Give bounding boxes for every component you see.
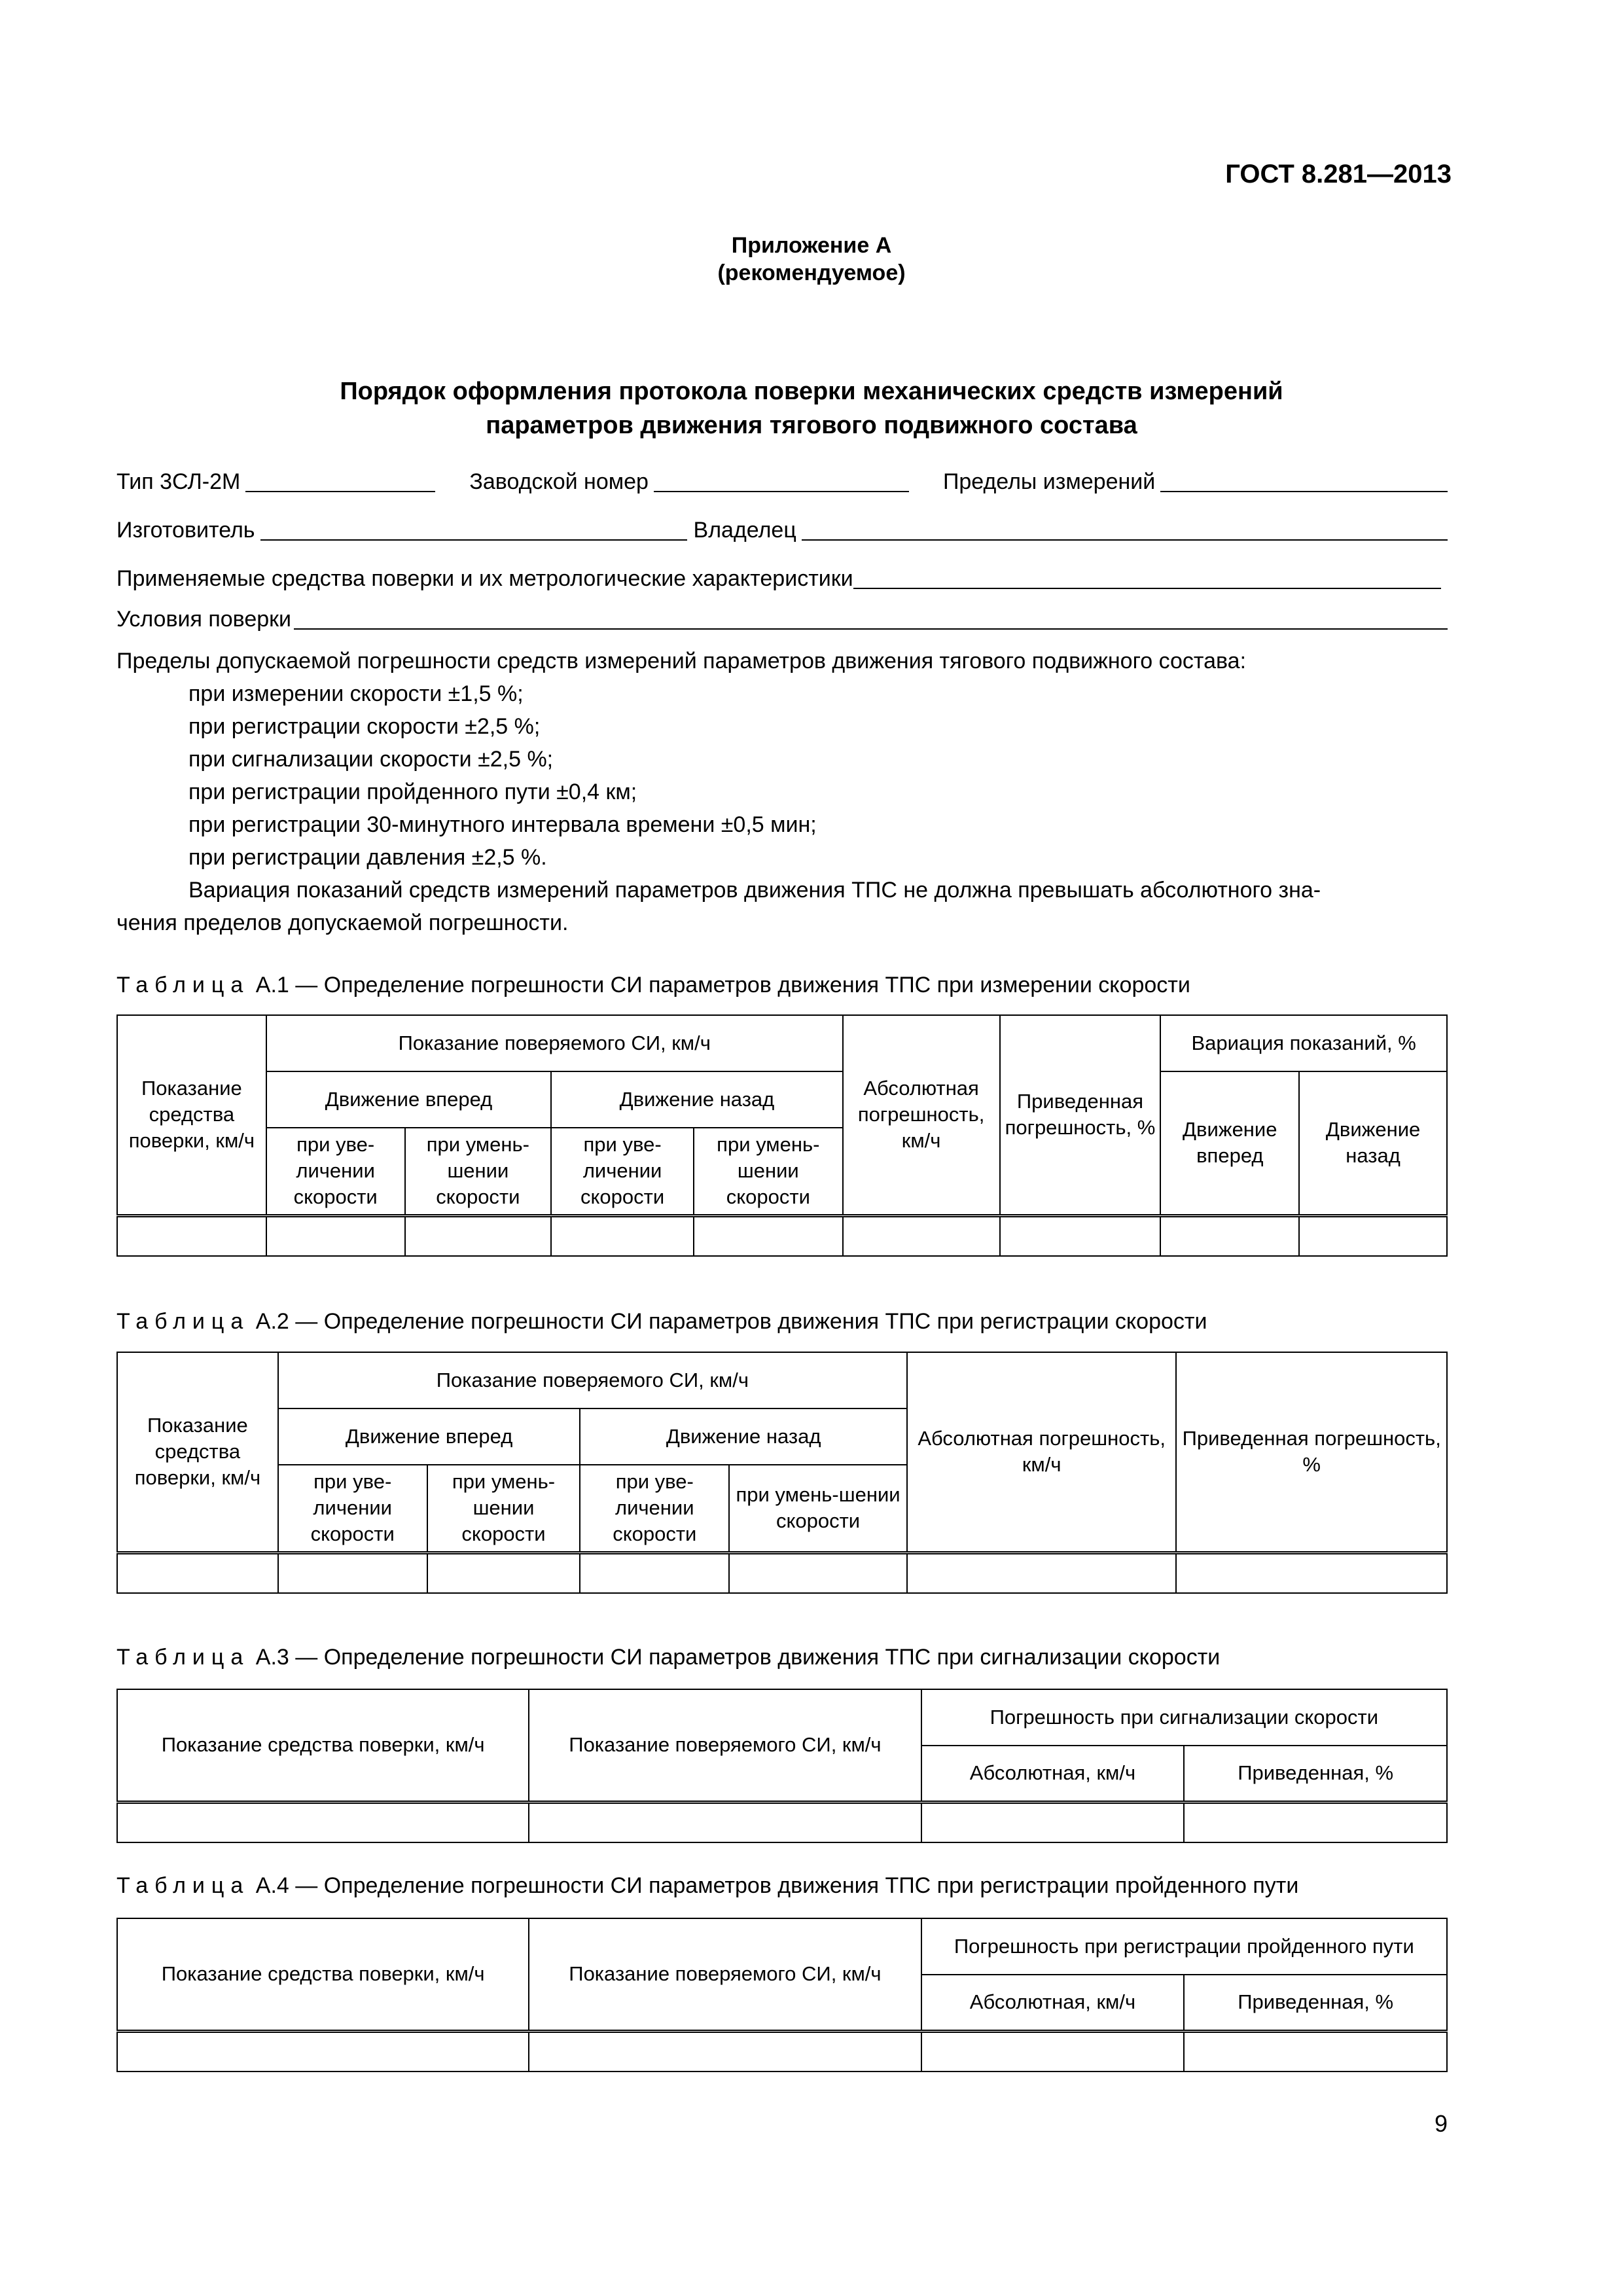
document-title-line-2: параметров движения тягового подвижного состава xyxy=(486,412,1137,439)
verification-conditions-label: Условия поверки xyxy=(116,607,292,632)
limit-item: при сигнализации скорости ±2,5 %; xyxy=(188,747,554,772)
table-row xyxy=(117,1802,1447,1842)
form-row-conditions xyxy=(116,603,1448,632)
header-tested-reading: Показание поверяемого СИ, км/ч xyxy=(278,1352,907,1408)
limit-item: при регистрации 30-минутного интервала времени ±0,5 мин; xyxy=(188,812,817,837)
table-cell[interactable] xyxy=(1176,1552,1447,1593)
table-cell[interactable] xyxy=(529,1802,921,1842)
table-row xyxy=(117,1552,1447,1593)
table-cell[interactable] xyxy=(921,2031,1185,2072)
header-tested-reading: Показание поверяемого СИ, км/ч xyxy=(266,1015,843,1071)
table-number: А.3 xyxy=(255,1645,289,1670)
measurement-range-field[interactable] xyxy=(1160,471,1448,492)
variation-note-line-1: Вариация показаний средств измерений параметров движения ТПС не должна превышать абсолютного зна- xyxy=(188,878,1321,903)
header-increasing-speed: при уве-личении скорости xyxy=(551,1128,694,1215)
header-decreasing-speed: при умень-шении скорости xyxy=(405,1128,552,1215)
header-backward: Движение назад xyxy=(551,1071,842,1128)
table-cell[interactable] xyxy=(907,1552,1177,1593)
type-field[interactable] xyxy=(245,471,435,492)
table-cell[interactable] xyxy=(117,1215,266,1256)
error-limits-section xyxy=(116,645,1448,939)
type-label: Тип 3СЛ-2М xyxy=(116,469,241,494)
header-absolute-error: Абсолютная погрешность, км/ч xyxy=(907,1352,1177,1552)
header-signaling-error: Погрешность при сигнализации скорости xyxy=(921,1689,1447,1746)
table-word: Таблица xyxy=(116,1873,250,1898)
header-backward: Движение назад xyxy=(580,1408,907,1465)
serial-number-field[interactable] xyxy=(654,471,909,492)
standard-number: ГОСТ 8.281—2013 xyxy=(1225,160,1452,188)
table-row xyxy=(117,1215,1447,1256)
table-a1-caption xyxy=(116,973,1448,998)
header-decreasing-speed: при умень-шении скорости xyxy=(427,1465,580,1552)
verification-means-field[interactable] xyxy=(853,568,1441,589)
header-reference-reading: Показание средства поверки, км/ч xyxy=(117,1689,529,1802)
table-cell[interactable] xyxy=(694,1215,843,1256)
table-cell[interactable] xyxy=(117,1802,529,1842)
form-row-means xyxy=(116,563,1448,592)
header-tested-reading: Показание поверяемого СИ, км/ч xyxy=(529,1689,921,1802)
table-a2-caption xyxy=(116,1309,1448,1335)
header-decreasing-speed: при умень-шении скорости xyxy=(729,1465,907,1552)
header-tested-reading: Показание поверяемого СИ, км/ч xyxy=(529,1918,921,2031)
document-title-line-1: Порядок оформления протокола поверки механических средств измерений xyxy=(340,378,1283,405)
table-caption-text: — Определение погрешности СИ параметров движения ТПС при измерении скорости xyxy=(295,973,1190,997)
table-caption-text: — Определение погрешности СИ параметров движения ТПС при регистрации пройденного пути xyxy=(295,1873,1299,1898)
table-word: Таблица xyxy=(116,1645,250,1670)
table-cell[interactable] xyxy=(427,1552,580,1593)
table-a3 xyxy=(116,1689,1448,1843)
table-cell[interactable] xyxy=(1160,1215,1299,1256)
limit-item: при регистрации скорости ±2,5 %; xyxy=(188,714,541,739)
table-number: А.2 xyxy=(255,1309,289,1334)
annex-subtitle: (рекомендуемое) xyxy=(717,260,906,285)
table-caption-text: — Определение погрешности СИ параметров движения ТПС при сигнализации скорости xyxy=(295,1645,1221,1670)
manufacturer-label: Изготовитель xyxy=(116,518,255,543)
owner-label: Владелец xyxy=(693,518,796,543)
header-variation: Вариация показаний, % xyxy=(1160,1015,1447,1071)
table-cell[interactable] xyxy=(117,1552,278,1593)
owner-field[interactable] xyxy=(802,520,1448,541)
annex-title: Приложение А xyxy=(731,233,892,258)
page-number: 9 xyxy=(1434,2110,1448,2137)
header-increasing-speed: при уве-личении скорости xyxy=(580,1465,729,1552)
table-a1 xyxy=(116,1014,1448,1257)
limit-item: при регистрации пройденного пути ±0,4 км; xyxy=(188,780,637,804)
measurement-range-label: Пределы измерений xyxy=(942,469,1156,494)
table-caption-text: — Определение погрешности СИ параметров движения ТПС при регистрации скорости xyxy=(295,1309,1207,1334)
serial-number-label: Заводской номер xyxy=(469,469,649,494)
table-cell[interactable] xyxy=(1000,1215,1161,1256)
verification-conditions-field[interactable] xyxy=(294,609,1448,630)
table-cell[interactable] xyxy=(580,1552,729,1593)
table-a2 xyxy=(116,1352,1448,1594)
header-variation-backward: Движение назад xyxy=(1299,1071,1447,1215)
variation-note-line-2: чения пределов допускаемой погрешности. xyxy=(116,910,569,935)
form-row-type xyxy=(116,466,1448,495)
header-reduced: Приведенная, % xyxy=(1184,1975,1447,2031)
header-absolute-error: Абсолютная погрешность, км/ч xyxy=(843,1015,1000,1215)
table-cell[interactable] xyxy=(266,1215,405,1256)
table-a4-caption xyxy=(116,1873,1448,1899)
header-variation-forward: Движение вперед xyxy=(1160,1071,1299,1215)
header-reference-reading: Показание средства поверки, км/ч xyxy=(117,1015,266,1215)
table-number: А.4 xyxy=(255,1873,289,1898)
header-increasing-speed: при уве-личении скорости xyxy=(278,1465,427,1552)
table-cell[interactable] xyxy=(921,1802,1185,1842)
table-cell[interactable] xyxy=(1299,1215,1447,1256)
table-cell[interactable] xyxy=(529,2031,921,2072)
table-word: Таблица xyxy=(116,1309,250,1334)
header-reduced-error: Приведенная погрешность, % xyxy=(1000,1015,1161,1215)
table-number: А.1 xyxy=(255,973,289,997)
header-distance-error: Погрешность при регистрации пройденного пути xyxy=(921,1918,1447,1975)
table-cell[interactable] xyxy=(843,1215,1000,1256)
header-forward: Движение вперед xyxy=(278,1408,580,1465)
error-limits-intro: Пределы допускаемой погрешности средств измерений параметров движения тягового подвижного состава: xyxy=(116,649,1247,673)
header-decreasing-speed: при умень-шении скорости xyxy=(694,1128,843,1215)
table-cell[interactable] xyxy=(1184,1802,1447,1842)
table-cell[interactable] xyxy=(729,1552,907,1593)
table-a3-caption xyxy=(116,1645,1448,1670)
verification-means-label: Применяемые средства поверки и их метрологические характеристики xyxy=(116,566,853,591)
header-reference-reading: Показание средства поверки, км/ч xyxy=(117,1352,278,1552)
table-row xyxy=(117,2031,1447,2072)
table-cell[interactable] xyxy=(117,2031,529,2072)
header-reduced-error: Приведенная погрешность, % xyxy=(1176,1352,1447,1552)
table-cell[interactable] xyxy=(278,1552,427,1593)
table-cell[interactable] xyxy=(1184,2031,1447,2072)
limit-item: при измерении скорости ±1,5 %; xyxy=(188,681,524,706)
limit-item: при регистрации давления ±2,5 %. xyxy=(188,845,547,870)
table-cell[interactable] xyxy=(405,1215,552,1256)
table-cell[interactable] xyxy=(551,1215,694,1256)
header-forward: Движение вперед xyxy=(266,1071,551,1128)
form-row-maker xyxy=(116,514,1448,543)
table-a4 xyxy=(116,1918,1448,2072)
header-reference-reading: Показание средства поверки, км/ч xyxy=(117,1918,529,2031)
manufacturer-field[interactable] xyxy=(260,520,687,541)
header-increasing-speed: при уве-личении скорости xyxy=(266,1128,405,1215)
header-absolute: Абсолютная, км/ч xyxy=(921,1746,1185,1802)
header-reduced: Приведенная, % xyxy=(1184,1746,1447,1802)
header-absolute: Абсолютная, км/ч xyxy=(921,1975,1185,2031)
table-word: Таблица xyxy=(116,973,250,997)
